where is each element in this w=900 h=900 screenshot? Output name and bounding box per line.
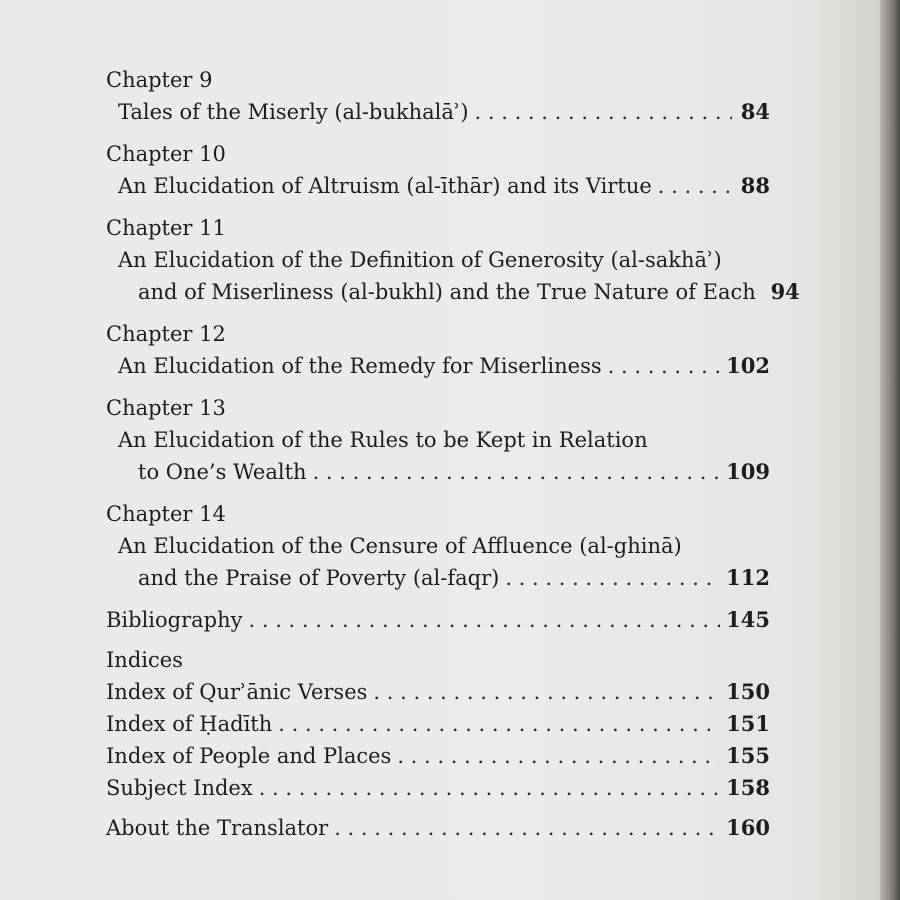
toc-chapter-13 [106,392,770,488]
chapter-label: Chapter 14 [106,502,226,526]
page-number: 109 [726,459,770,484]
entry-title: and of Miserliness (al-bukhl) and the True Nature of Each [138,280,756,304]
dot-leader [658,170,732,202]
dot-leader [475,96,732,128]
toc-index-entry [106,708,770,740]
table-of-contents [106,64,800,844]
entry-title: An Elucidation of Altruism (al-īthār) and its Virtue [118,174,652,198]
toc-chapter-12 [106,318,770,382]
toc-entry [106,96,770,128]
entry-title: Subject Index [106,776,253,800]
entry-title: and the Praise of Poverty (al-faqr) [138,566,500,590]
toc-entry [106,350,770,382]
dot-leader [313,456,721,488]
page-number: 158 [726,775,770,800]
dot-leader [505,562,720,594]
toc-chapter-11 [106,212,800,308]
dot-leader [373,676,720,708]
entry-title: to One’s Wealth [138,460,307,484]
toc-entry [106,562,770,594]
entry-title: Bibliography [106,608,243,632]
toc-entry [106,170,770,202]
dot-leader [608,350,721,382]
page-number: 155 [726,743,770,768]
dot-leader [397,740,720,772]
chapter-label: Chapter 12 [106,322,226,346]
book-gutter-shadow [880,0,900,900]
toc-entry [106,276,800,308]
toc-entry [106,456,770,488]
toc-chapter-14 [106,498,770,594]
dot-leader [278,708,720,740]
chapter-label: Chapter 9 [106,68,213,92]
entry-title: Index of Ḥadīth [106,712,273,736]
entry-title: Index of People and Places [106,744,392,768]
toc-translator [106,812,770,844]
page-number: 84 [740,99,770,124]
dot-leader [259,772,720,804]
chapter-label: Chapter 11 [106,216,226,240]
toc-index-entry [106,740,770,772]
page-number: 88 [740,173,770,198]
toc-index-entry [106,772,770,804]
page-number: 112 [726,565,770,590]
entry-title-line: An Elucidation of the Rules to be Kept in Relation [118,428,648,452]
toc-bibliography [106,604,770,636]
page-number: 150 [726,679,770,704]
entry-title: About the Translator [106,816,329,840]
entry-title: Tales of the Miserly (al-bukhalāʾ) [118,100,469,124]
toc-index-entry [106,676,770,708]
dot-leader [334,812,720,844]
chapter-label: Chapter 10 [106,142,226,166]
page-number: 94 [770,279,800,304]
toc-chapter-9 [106,64,770,128]
entry-title: An Elucidation of the Remedy for Miserliness [118,354,602,378]
indices-label: Indices [106,648,183,672]
page-number: 102 [726,353,770,378]
dot-leader [249,604,721,636]
entry-title-line: An Elucidation of the Censure of Affluence (al-ghinā) [118,534,682,558]
page-number: 151 [726,711,770,736]
toc-chapter-10 [106,138,770,202]
page-number: 145 [726,607,770,632]
chapter-label: Chapter 13 [106,396,226,420]
entry-title-line: An Elucidation of the Definition of Generosity (al-sakhāʾ) [118,248,722,272]
page-number: 160 [726,815,770,840]
entry-title: Index of Qurʾānic Verses [106,680,368,704]
